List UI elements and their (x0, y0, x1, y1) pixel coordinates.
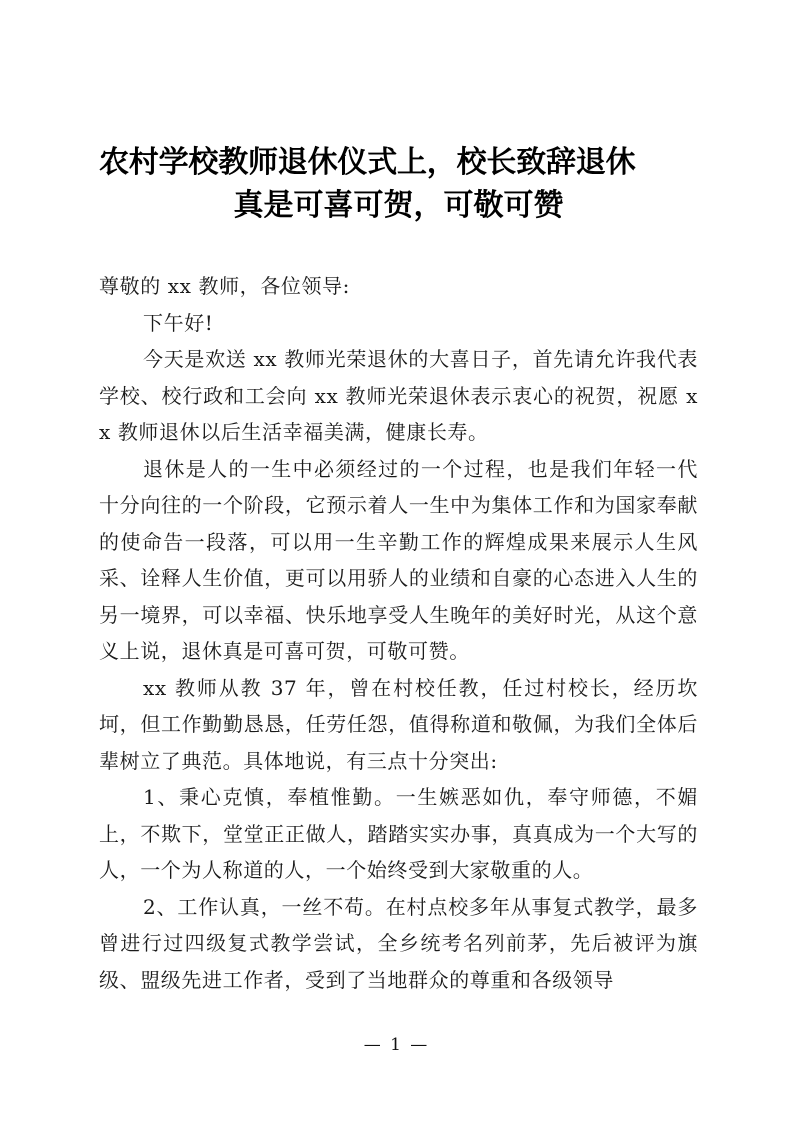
page-title-line-1: 农村学校教师退休仪式上，校长致辞退休 (99, 145, 636, 180)
paragraph-retirement-meaning: 退休是人的一生中必须经过的一个过程，也是我们年轻一代十分向往的一个阶段，它预示着人一生中为集体工作和为国家奉献的使命告一段落，可以用一生辛勤工作的辉煌成果来展示人生风采、诠释人生价值，更可以用骄人的业绩和自豪的心态进入人生的另一境界，可以幸福、快乐地享受人生晚年的美好时光，从这个意义上说，退休真是可喜可贺，可敬可赞。 (99, 456, 698, 663)
paragraph-salutation: 尊敬的 xx 教师，各位领导: (99, 274, 351, 298)
paragraph-greeting: 下午好! (143, 310, 214, 335)
page-title (99, 141, 698, 227)
paragraph-point-2: 2、工作认真，一丝不苟。在村点校多年从事复式教学，最多曾进行过四级复式教学尝试，全乡统考名列前茅，先后被评为旗级、盟级先进工作者，受到了当地群众的尊重和各级领导 (99, 894, 698, 992)
paragraph-opening: 今天是欢送 xx 教师光荣退休的大喜日子，首先请允许我代表学校、校行政和工会向 xx 教师光荣退休表示衷心的祝贺，祝愿 xx 教师退休以后生活幸福美满，健康长寿。 (99, 347, 698, 444)
paragraph-career-summary: xx 教师从教 37 年，曾在村校任教，任过村校长，经历坎坷，但工作勤勤恳恳，任劳任怨，值得称道和敬佩，为我们全体后辈树立了典范。具体地说，有三点十分突出: (99, 675, 698, 773)
paragraph-point-1: 1、秉心克慎，奉植惟勤。一生嫉恶如仇，奉守师德，不媚上，不欺下，堂堂正正做人，踏踏实实办事，真真成为一个大写的人，一个为人称道的人，一个始终受到大家敬重的人。 (99, 785, 698, 882)
page-title-line-2: 真是可喜可贺，可敬可赞 (233, 188, 564, 223)
page-number-footer: — 1 — (363, 1035, 430, 1055)
document-body (99, 268, 698, 998)
